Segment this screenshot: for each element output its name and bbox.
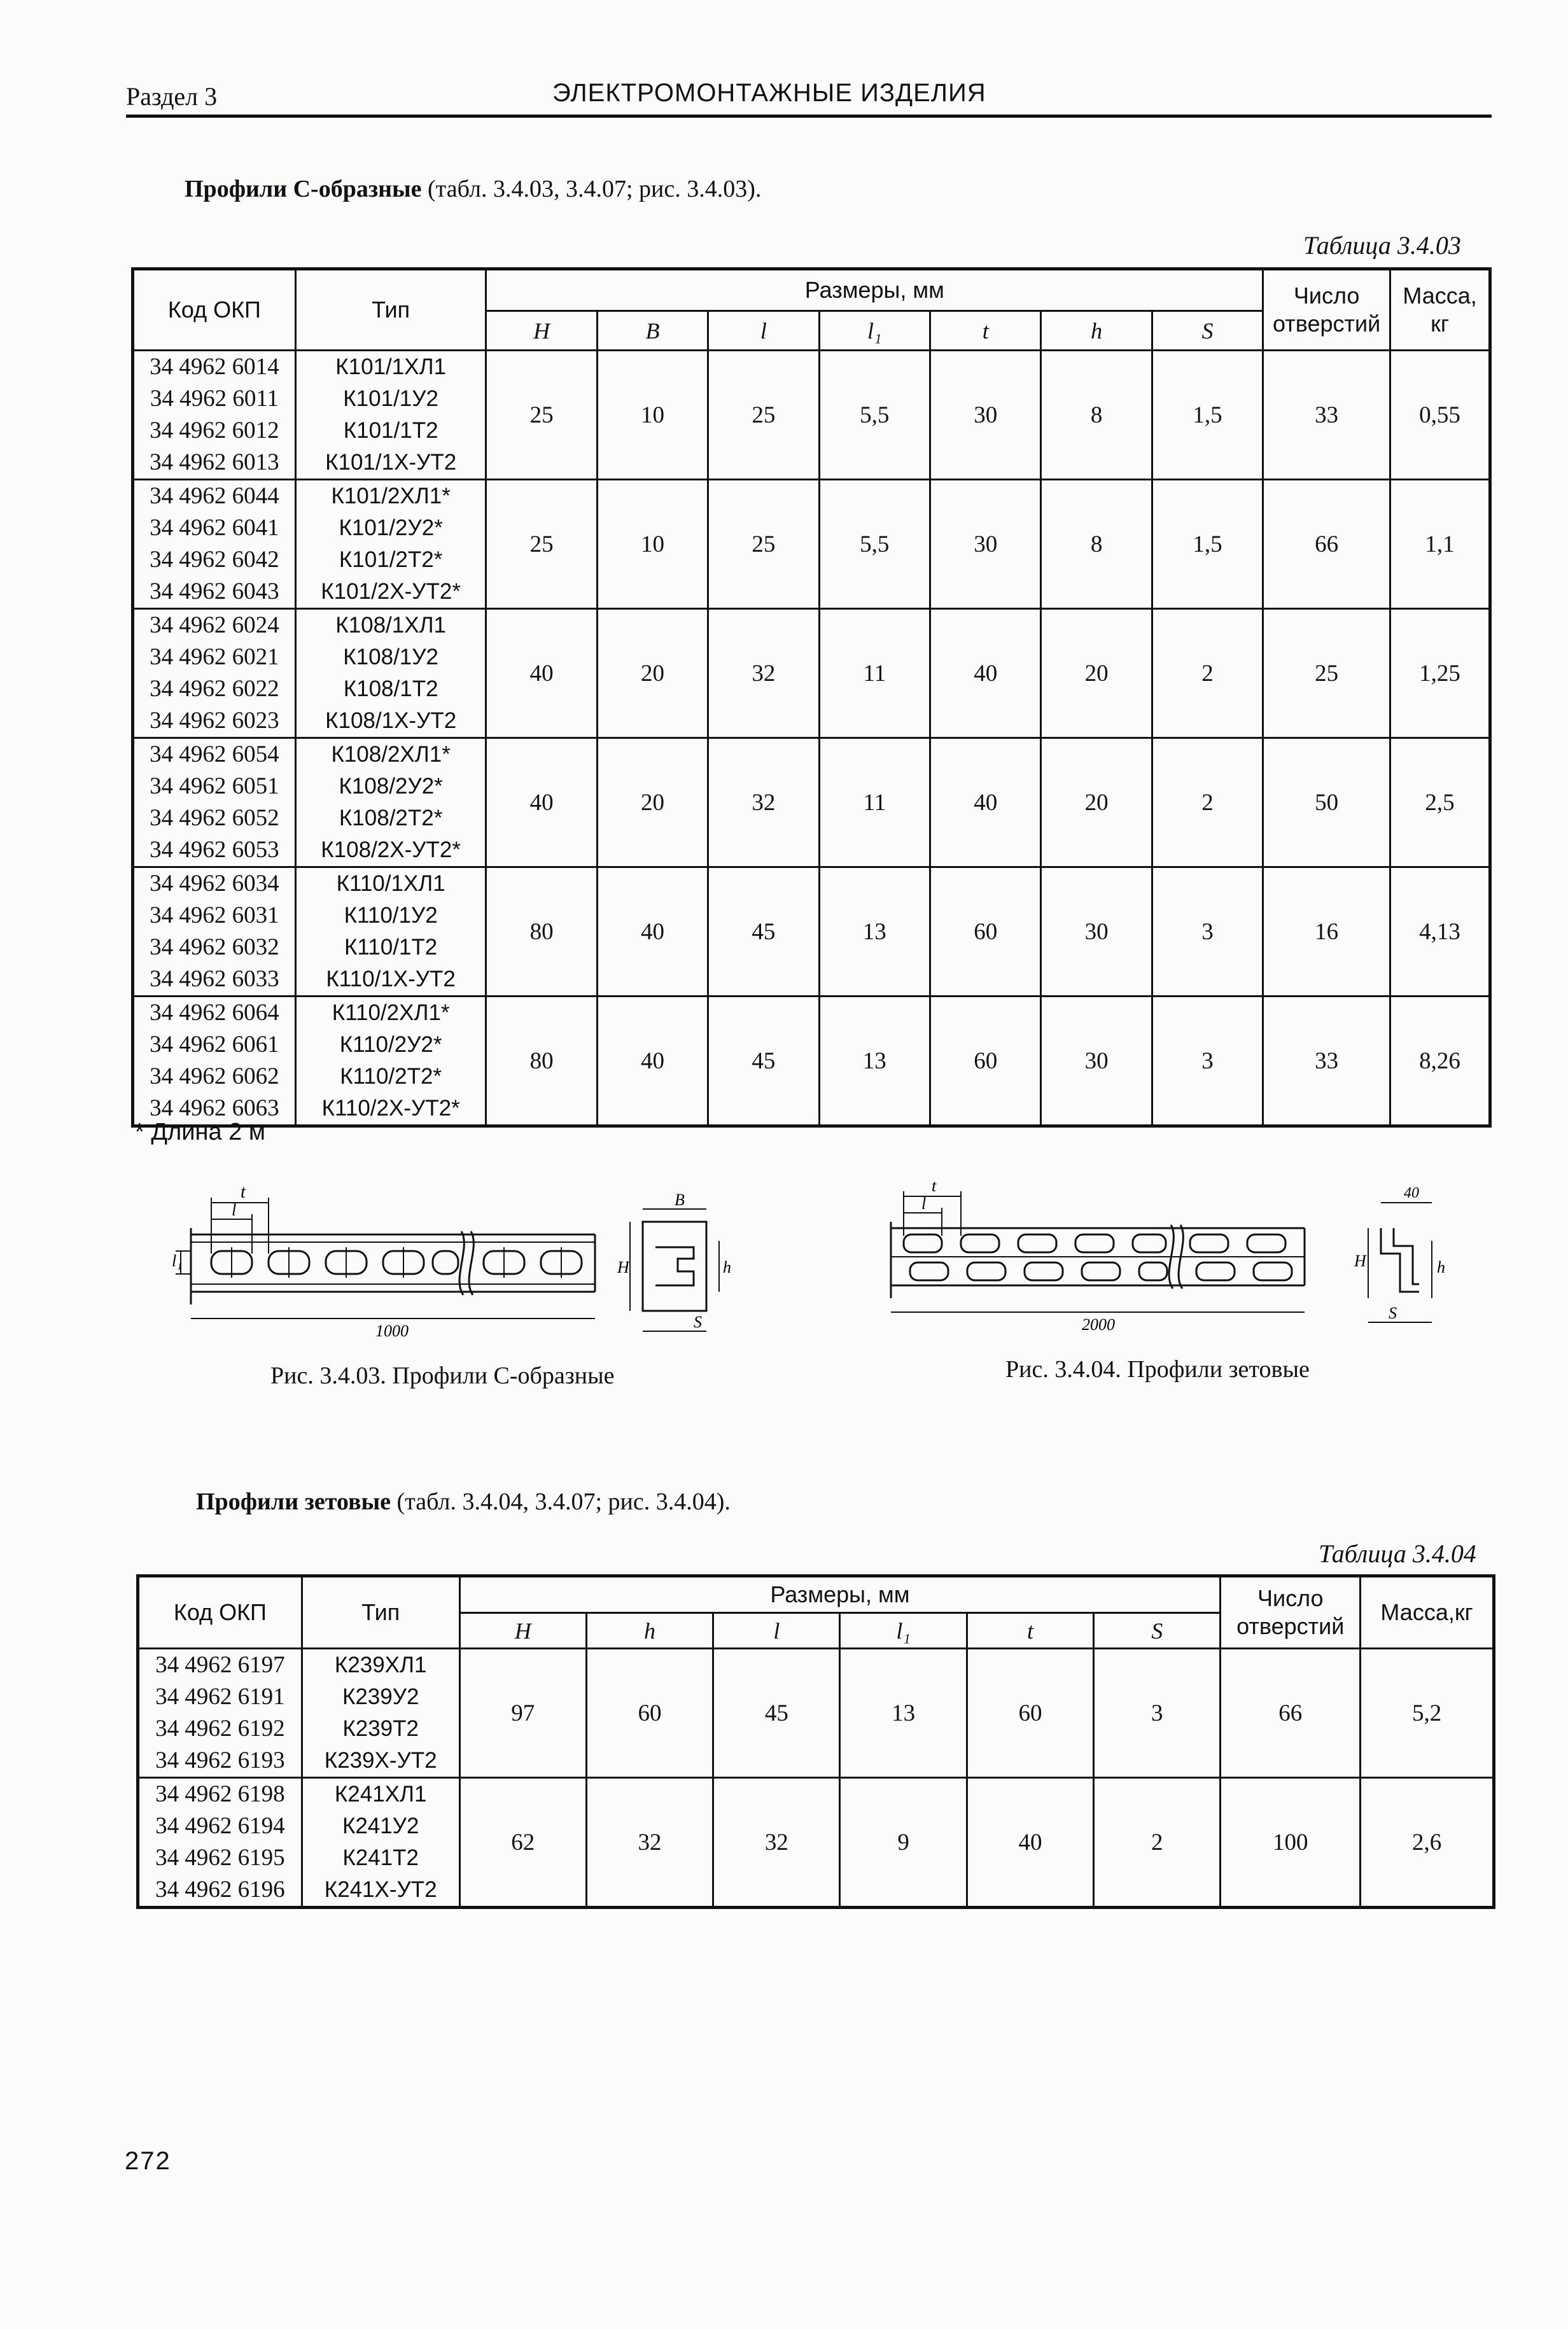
type-code: К110/2У2* xyxy=(339,1032,442,1057)
okp-code: 34 4962 6042 xyxy=(150,547,279,573)
okp-code: 34 4962 6022 xyxy=(150,676,279,702)
dim-value: 10 xyxy=(597,351,708,480)
dim-value: 3 xyxy=(1094,1649,1221,1778)
type-code: К110/2Х-УТ2* xyxy=(321,1096,460,1121)
table-row xyxy=(133,480,1490,609)
dim-value: 60 xyxy=(930,997,1041,1126)
fig2-label-h: h xyxy=(1437,1258,1445,1276)
holes-value: 50 xyxy=(1263,738,1390,867)
dim-value: 25 xyxy=(486,480,597,609)
holes-value: 16 xyxy=(1263,867,1390,997)
fig1-label-t: t xyxy=(241,1184,246,1202)
dim-value: 8 xyxy=(1041,351,1152,480)
dim-col-header: H xyxy=(486,311,597,351)
dim-value: 32 xyxy=(713,1778,840,1908)
dim-col-header: t xyxy=(967,1613,1093,1649)
type-code: К108/2ХЛ1* xyxy=(331,742,451,767)
okp-code: 34 4962 6031 xyxy=(150,902,279,928)
type-cell xyxy=(302,1778,459,1908)
type-cell xyxy=(295,351,486,480)
col-header-code: Код ОКП xyxy=(133,269,296,351)
col-header-mass: Масса, кг xyxy=(1390,269,1490,351)
type-code: К101/2ХЛ1* xyxy=(331,484,451,508)
col-header-type: Тип xyxy=(295,269,486,351)
okp-code: 34 4962 6053 xyxy=(150,837,279,863)
mass-value: 1,25 xyxy=(1390,609,1490,738)
fig2-length-label: 2000 xyxy=(1082,1315,1115,1334)
okp-code-cell xyxy=(133,867,296,997)
mass-value: 1,1 xyxy=(1390,480,1490,609)
dim-value: 11 xyxy=(819,738,930,867)
dim-value: 40 xyxy=(967,1778,1093,1908)
okp-code: 34 4962 6061 xyxy=(150,1032,279,1058)
okp-code: 34 4962 6054 xyxy=(150,741,279,767)
dim-value: 80 xyxy=(486,997,597,1126)
okp-code: 34 4962 6012 xyxy=(150,417,279,444)
section-label: Раздел 3 xyxy=(126,82,218,111)
fig1-length-label: 1000 xyxy=(375,1322,409,1340)
okp-code-cell xyxy=(133,480,296,609)
okp-code-cell xyxy=(138,1649,302,1778)
dim-value: 40 xyxy=(930,609,1041,738)
page-number: 272 xyxy=(125,2147,171,2175)
dim-value: 40 xyxy=(597,997,708,1126)
type-code: К239У2 xyxy=(342,1684,419,1709)
mass-value: 8,26 xyxy=(1390,997,1490,1126)
holes-value: 33 xyxy=(1263,997,1390,1126)
dim-col-header: l xyxy=(708,311,819,351)
fig1-label-h: h xyxy=(723,1258,731,1276)
dim-value: 5,5 xyxy=(819,480,930,609)
type-code: К101/1У2 xyxy=(343,386,438,411)
dim-value: 30 xyxy=(930,480,1041,609)
dim-value: 32 xyxy=(708,738,819,867)
fig1-label-b: B xyxy=(675,1191,685,1209)
dim-value: 9 xyxy=(840,1778,967,1908)
dim-value: 45 xyxy=(713,1649,840,1778)
okp-code: 34 4962 6024 xyxy=(150,612,279,638)
dim-value: 25 xyxy=(708,480,819,609)
mass-value: 2,6 xyxy=(1361,1778,1494,1908)
okp-code: 34 4962 6192 xyxy=(155,1716,285,1742)
type-code: К101/2Т2* xyxy=(339,547,443,572)
figure1-caption: Рис. 3.4.03. Профили С-образные xyxy=(270,1362,615,1389)
okp-code: 34 4962 6023 xyxy=(150,708,279,734)
mass-value: 2,5 xyxy=(1390,738,1490,867)
type-code: К110/2ХЛ1* xyxy=(332,1000,450,1025)
table1-label: Таблица 3.4.03 xyxy=(1303,231,1461,260)
mass-value: 0,55 xyxy=(1390,351,1490,480)
table-row xyxy=(133,997,1490,1126)
dim-value: 1,5 xyxy=(1152,351,1263,480)
okp-code: 34 4962 6196 xyxy=(155,1877,285,1903)
col-header-dims: Размеры, мм xyxy=(459,1576,1221,1613)
table-row xyxy=(133,351,1490,480)
dim-value: 30 xyxy=(1041,867,1152,997)
okp-code: 34 4962 6021 xyxy=(150,644,279,670)
mass-value: 4,13 xyxy=(1390,867,1490,997)
dim-col-header: h xyxy=(586,1613,713,1649)
dim-value: 60 xyxy=(967,1649,1093,1778)
type-code: К241ХЛ1 xyxy=(334,1782,427,1807)
dim-value: 20 xyxy=(597,738,708,867)
type-code: К110/1ХЛ1 xyxy=(336,871,445,896)
okp-code-cell xyxy=(133,738,296,867)
col-header-type: Тип xyxy=(302,1576,459,1649)
col-header-holes: Число отверстий xyxy=(1221,1576,1361,1649)
okp-code-cell xyxy=(133,609,296,738)
type-code: К101/1Х-УТ2 xyxy=(325,450,457,475)
section1-title xyxy=(185,175,761,203)
type-code: К101/1Т2 xyxy=(343,418,438,443)
dim-value: 97 xyxy=(459,1649,586,1778)
dim-col-header: l xyxy=(713,1613,840,1649)
type-code: К108/2Х-УТ2* xyxy=(321,837,461,862)
type-cell xyxy=(295,480,486,609)
dim-value: 20 xyxy=(597,609,708,738)
section1-title-rest: (табл. 3.4.03, 3.4.07; рис. 3.4.03). xyxy=(421,176,762,202)
type-code: К239Т2 xyxy=(342,1716,419,1741)
type-code: К108/2Т2* xyxy=(339,806,443,830)
okp-code: 34 4962 6034 xyxy=(150,871,279,897)
okp-code-cell xyxy=(133,351,296,480)
dim-value: 30 xyxy=(930,351,1041,480)
dim-col-header: H xyxy=(459,1613,586,1649)
dim-value: 25 xyxy=(708,351,819,480)
okp-code: 34 4962 6197 xyxy=(155,1652,285,1678)
fig2-label-t: t xyxy=(932,1177,937,1195)
dim-value: 60 xyxy=(930,867,1041,997)
okp-code: 34 4962 6052 xyxy=(150,805,279,831)
dim-value: 60 xyxy=(586,1649,713,1778)
holes-value: 66 xyxy=(1263,480,1390,609)
okp-code: 34 4962 6063 xyxy=(150,1095,279,1121)
okp-code: 34 4962 6195 xyxy=(155,1845,285,1871)
holes-value: 33 xyxy=(1263,351,1390,480)
dim-value: 45 xyxy=(708,867,819,997)
fig2-width-label: 40 xyxy=(1404,1185,1419,1201)
type-cell xyxy=(295,867,486,997)
fig1-label-h-upper: H xyxy=(617,1258,629,1276)
okp-code: 34 4962 6043 xyxy=(150,578,279,605)
type-cell xyxy=(295,738,486,867)
fig2-label-l: l xyxy=(921,1194,927,1213)
dim-value: 32 xyxy=(708,609,819,738)
type-code: К110/1Т2 xyxy=(344,935,438,960)
dim-value: 20 xyxy=(1041,738,1152,867)
table-row xyxy=(133,867,1490,997)
col-header-dims: Размеры, мм xyxy=(486,269,1263,311)
dim-value: 2 xyxy=(1152,609,1263,738)
dim-value: 2 xyxy=(1094,1778,1221,1908)
dim-value: 32 xyxy=(586,1778,713,1908)
type-code: К110/2Т2* xyxy=(340,1064,442,1089)
table2-label: Таблица 3.4.04 xyxy=(1319,1539,1476,1568)
table1-footnote: * Длина 2 м xyxy=(135,1119,265,1145)
table-row xyxy=(133,609,1490,738)
dim-value: 45 xyxy=(708,997,819,1126)
dim-value: 13 xyxy=(840,1649,967,1778)
table-row xyxy=(138,1649,1494,1778)
col-header-code: Код ОКП xyxy=(138,1576,302,1649)
figure-z-profile-drawing xyxy=(872,1177,1483,1336)
page-header-title: ЭЛЕКТРОМОНТАЖНЫЕ ИЗДЕЛИЯ xyxy=(552,79,986,107)
dim-value: 25 xyxy=(486,351,597,480)
type-code: К110/1Х-УТ2 xyxy=(326,967,456,991)
dim-value: 10 xyxy=(597,480,708,609)
table-row xyxy=(133,738,1490,867)
section1-title-bold: Профили С-образные xyxy=(185,176,422,202)
dim-value: 80 xyxy=(486,867,597,997)
type-code: К108/1У2 xyxy=(343,645,438,669)
type-code: К241Т2 xyxy=(342,1845,419,1870)
okp-code: 34 4962 6064 xyxy=(150,1000,279,1026)
dim-value: 40 xyxy=(486,609,597,738)
type-code: К101/2Х-УТ2* xyxy=(321,579,461,604)
okp-code: 34 4962 6032 xyxy=(150,934,279,960)
type-code: К239Х-УТ2 xyxy=(324,1748,437,1773)
fig1-label-s: S xyxy=(694,1313,702,1331)
okp-code: 34 4962 6193 xyxy=(155,1747,285,1773)
dim-value: 13 xyxy=(819,867,930,997)
section2-title-rest: (табл. 3.4.04, 3.4.07; рис. 3.4.04). xyxy=(391,1488,731,1515)
table-row xyxy=(138,1778,1494,1908)
okp-code: 34 4962 6041 xyxy=(150,515,279,541)
dim-col-header: S xyxy=(1094,1613,1221,1649)
dim-value: 13 xyxy=(819,997,930,1126)
okp-code: 34 4962 6062 xyxy=(150,1063,279,1089)
type-code: К108/1ХЛ1 xyxy=(335,613,447,638)
dim-value: 1,5 xyxy=(1152,480,1263,609)
holes-value: 100 xyxy=(1221,1778,1361,1908)
holes-value: 25 xyxy=(1263,609,1390,738)
dim-col-header: B xyxy=(597,311,708,351)
okp-code: 34 4962 6014 xyxy=(150,354,279,380)
section2-title-bold: Профили зетовые xyxy=(196,1488,391,1515)
type-code: К108/1Х-УТ2 xyxy=(325,708,457,733)
figure-c-profile-drawing xyxy=(172,1184,745,1349)
dim-value: 3 xyxy=(1152,867,1263,997)
dim-value: 62 xyxy=(459,1778,586,1908)
type-code: К101/1ХЛ1 xyxy=(335,354,447,379)
dim-value: 3 xyxy=(1152,997,1263,1126)
okp-code-cell xyxy=(133,997,296,1126)
dim-value: 2 xyxy=(1152,738,1263,867)
fig1-label-l1: l₁ xyxy=(172,1252,183,1270)
dim-col-header: t xyxy=(930,311,1041,351)
type-code: К108/1Т2 xyxy=(343,676,438,701)
col-header-holes: Число отверстий xyxy=(1263,269,1390,351)
mass-value: 5,2 xyxy=(1361,1649,1494,1778)
okp-code: 34 4962 6011 xyxy=(150,386,279,412)
okp-code: 34 4962 6198 xyxy=(155,1781,285,1807)
dim-value: 8 xyxy=(1041,480,1152,609)
dim-value: 11 xyxy=(819,609,930,738)
figure2-caption: Рис. 3.4.04. Профили зетовые xyxy=(1005,1356,1310,1383)
col-header-mass: Масса,кг xyxy=(1361,1576,1494,1649)
dim-col-header: S xyxy=(1152,311,1263,351)
okp-code-cell xyxy=(138,1778,302,1908)
header-rule xyxy=(126,115,1492,118)
type-code: К241Х-УТ2 xyxy=(324,1877,437,1902)
type-cell xyxy=(302,1649,459,1778)
section2-title xyxy=(196,1488,731,1516)
fig1-label-l: l xyxy=(232,1201,237,1219)
okp-code: 34 4962 6051 xyxy=(150,773,279,799)
type-code: К108/2У2* xyxy=(339,774,443,799)
okp-code: 34 4962 6013 xyxy=(150,449,279,475)
dim-col-header: l₁ xyxy=(819,311,930,351)
type-code: К239ХЛ1 xyxy=(334,1653,427,1677)
okp-code: 34 4962 6033 xyxy=(150,966,279,992)
type-code: К241У2 xyxy=(342,1814,419,1838)
dim-col-header: l₁ xyxy=(840,1613,967,1649)
dim-value: 20 xyxy=(1041,609,1152,738)
type-cell xyxy=(295,997,486,1126)
fig2-label-h-upper: H xyxy=(1354,1252,1366,1270)
type-code: К110/1У2 xyxy=(344,903,438,928)
dim-col-header: h xyxy=(1041,311,1152,351)
dim-value: 30 xyxy=(1041,997,1152,1126)
holes-value: 66 xyxy=(1221,1649,1361,1778)
table-3-4-04 xyxy=(136,1574,1495,1909)
okp-code: 34 4962 6194 xyxy=(155,1813,285,1839)
type-code: К101/2У2* xyxy=(339,515,443,540)
fig2-label-s: S xyxy=(1389,1304,1397,1322)
dim-value: 40 xyxy=(930,738,1041,867)
dim-value: 5,5 xyxy=(819,351,930,480)
type-cell xyxy=(295,609,486,738)
dim-value: 40 xyxy=(486,738,597,867)
dim-value: 40 xyxy=(597,867,708,997)
table-3-4-03 xyxy=(131,267,1492,1128)
okp-code: 34 4962 6191 xyxy=(155,1684,285,1710)
okp-code: 34 4962 6044 xyxy=(150,483,279,509)
